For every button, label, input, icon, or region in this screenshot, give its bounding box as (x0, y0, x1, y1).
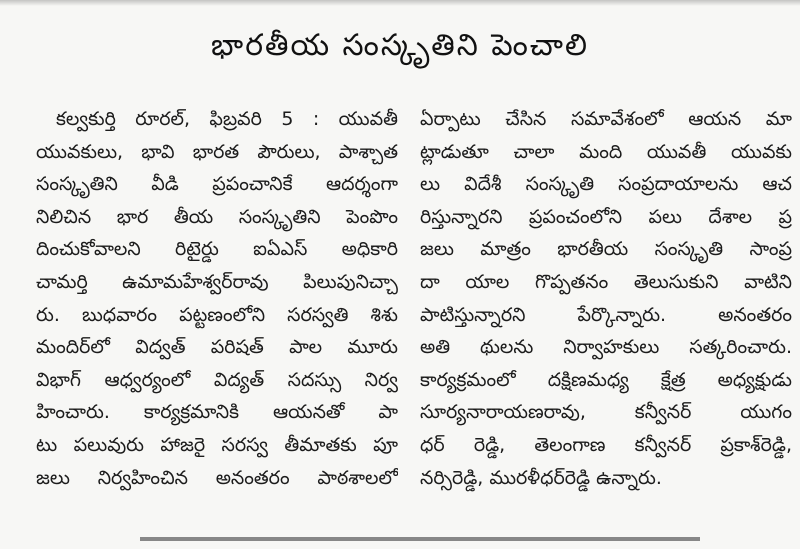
body-line: జలు నిర్వహించిన అనంతరం పాఠశాలలో (36, 466, 398, 489)
body-line: కల్వకుర్తి రూరల్, ఫిబ్రవరి 5 : యువతీ (56, 108, 398, 130)
body-line: హించారు. కార్యక్రమానికి ఆయనతో పా (36, 401, 398, 424)
body-line: సూర్యనారాయణరావు, కన్వీనర్ యుగం (420, 401, 792, 424)
body-line: లు విదేశీ సంస్కృతి సంప్రదాయాలను ఆచ (420, 173, 792, 196)
body-line: యువకులు, భావి భారత పౌరులు, పాశ్చాత (36, 140, 398, 163)
body-line: సంస్కృతిని వీడి ప్రపంచానికే ఆదర్శంగా (36, 173, 398, 196)
body-line: రిస్తున్నారని ప్రపంచంలోని పలు దేశాల ప్ర (420, 205, 792, 228)
body-line: అతి థులను నిర్వాహకులు సత్కరించారు. (420, 336, 792, 359)
body-line: దా యాల గొప్పతనం తెలుసుకుని వాటిని (420, 270, 792, 293)
body-line: కార్యక్రమంలో దక్షిణమధ్య క్షేత్ర అధ్యక్షుడు (420, 368, 792, 391)
body-line: విభాగ్ ఆధ్వర్యంలో విద్యత్ సదస్సు నిర్వ (36, 368, 398, 391)
body-line: నిలిచిన భార తీయ సంస్కృతిని పెంపొం (36, 205, 398, 228)
body-line: మందిర్‌లో విద్వత్ పరిషత్ పాల మూరు (36, 336, 398, 359)
body-line: దించుకోవాలని రిటైర్డు ఐఏఎస్ అధికారి (36, 238, 398, 261)
body-line: జలు మాత్రం భారతీయ సంస్కృతి సాంప్ర (420, 238, 792, 261)
right-column (420, 103, 792, 494)
body-line: పాటిస్తున్నారని పేర్కొన్నారు. అనంతరం (420, 303, 792, 326)
left-column (36, 103, 398, 494)
body-line: ధర్ రెడ్డి, తెలంగాణ కన్వీనర్ ప్రకాశ్‌రెడ్డి, (420, 433, 792, 456)
body-line: టు పలువురు హాజరై సరస్వ తీమాతకు పూ (36, 433, 398, 456)
body-line: నర్సిరెడ్డి, మురళీధర్‌రెడ్డి ఉన్నారు. (420, 466, 662, 489)
article-headline: భారతీయ సంస్కృతిని పెంచాలి (211, 28, 589, 63)
next-headline-fragment (0, 535, 800, 549)
body-line: రు. బుధవారం పట్టణంలోని సరస్వతి శిశు (36, 303, 398, 326)
body-line: ట్లాడుతూ చాలా మంది యువతీ యువకు (420, 140, 792, 163)
cropped-headline-strokes (140, 537, 700, 549)
body-line: ఏర్పాటు చేసిన సమావేశంలో ఆయన మా (420, 108, 792, 130)
body-line: చామర్తి ఉమామహేశ్వర్‌రావు పిలుపునిచ్చా (36, 270, 398, 293)
